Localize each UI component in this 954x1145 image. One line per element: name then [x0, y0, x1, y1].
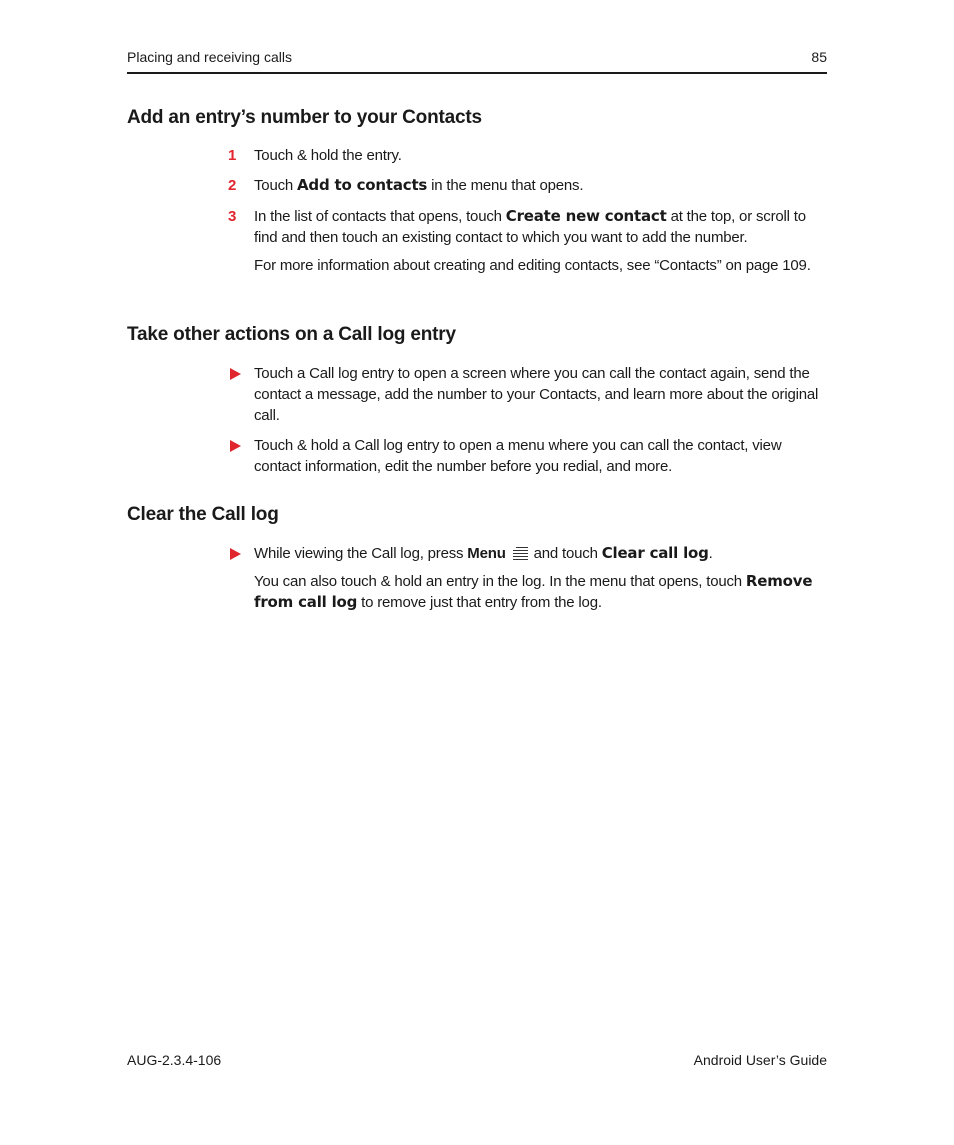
section-title-add-entry: Add an entry’s number to your Contacts	[127, 107, 482, 128]
bullet-text-content: and touch	[529, 545, 602, 562]
section-title-other-actions: Take other actions on a Call log entry	[127, 324, 456, 345]
footer-doc-id: AUG-2.3.4-106	[127, 1052, 222, 1068]
footer-guide-title: Android User’s Guide	[693, 1052, 827, 1068]
ui-label-create-new-contact: Create new contact	[505, 207, 667, 225]
bullet-arrow-icon	[230, 440, 241, 452]
section-title-clear-call-log: Clear the Call log	[127, 504, 279, 525]
bullet-arrow-icon	[230, 548, 241, 560]
step-text	[254, 145, 829, 166]
step-number: 1	[228, 147, 237, 164]
ui-label-clear-call-log: Clear call log	[601, 544, 709, 562]
step-text-content: at the top, or scroll to find and then touch an existing contact to which you want to add the number.	[254, 208, 806, 246]
bullet-arrow-icon	[230, 368, 241, 380]
menu-key-label: Menu	[467, 545, 506, 562]
header-page-number: 85	[811, 49, 827, 65]
bullet-text-content: .	[708, 545, 713, 562]
bullet-text-content: While viewing the Call log, press	[254, 545, 468, 562]
note-text	[254, 571, 829, 613]
step-text	[254, 175, 829, 196]
step-text-content: In the list of contacts that opens, touch	[254, 208, 506, 225]
note-text-content: You can also touch & hold an entry in the log. In the menu that opens, touch	[254, 573, 746, 590]
step-text-content: in the menu that opens.	[427, 177, 584, 194]
menu-icon	[510, 546, 528, 560]
page-header	[127, 48, 827, 74]
note-text: For more information about creating and editing contacts, see “Contacts” on page 109.	[254, 257, 811, 274]
step-number: 3	[228, 208, 237, 225]
step-text	[254, 206, 829, 248]
step-text-content: Touch	[254, 177, 297, 194]
header-section-title: Placing and receiving calls	[127, 49, 292, 65]
ui-label-remove-from-call-log: Remove from call log	[254, 572, 813, 611]
note-text-content: to remove just that entry from the log.	[357, 594, 602, 611]
step-text-content: Touch & hold the entry.	[254, 147, 402, 164]
step-number: 2	[228, 177, 237, 194]
bullet-text: Touch & hold a Call log entry to open a menu where you can call the contact, view contact information, edit the number before you redial, and more.	[254, 437, 782, 475]
bullet-text: Touch a Call log entry to open a screen where you can call the contact again, send the contact a message, add the number to your Contacts, and learn more about the original call.	[254, 365, 819, 424]
bullet-text	[254, 543, 829, 564]
ui-label-add-to-contacts: Add to contacts	[297, 176, 428, 194]
